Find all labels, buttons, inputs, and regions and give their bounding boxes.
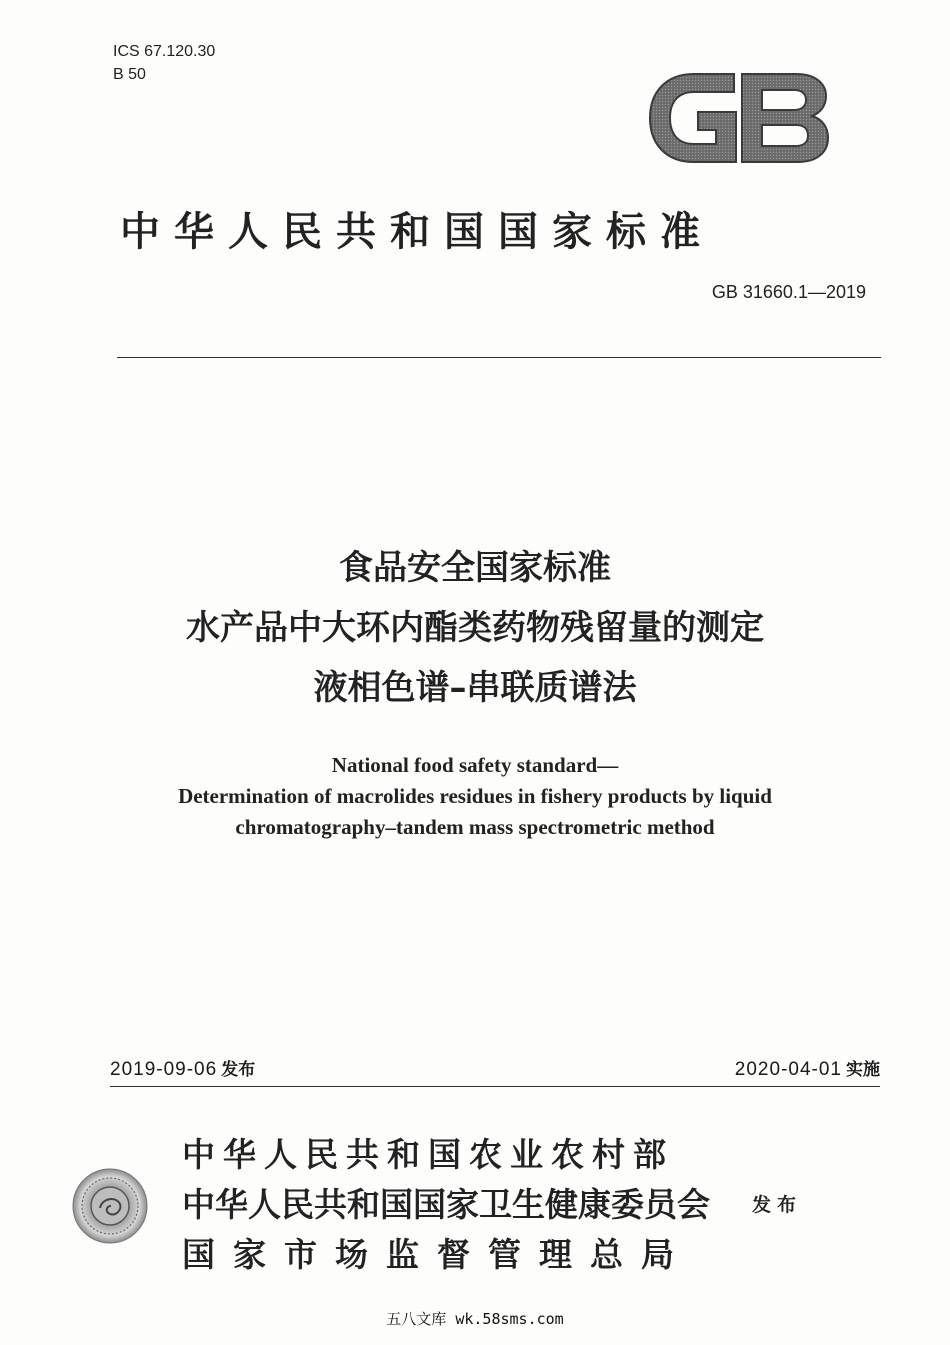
national-standard-heading: 中华人民共和国国家标准 (120, 208, 714, 255)
english-title-line-3: chromatography–tandem mass spectrometric method (235, 815, 715, 839)
classification-codes (113, 40, 215, 86)
implement-label: 实施 (846, 1060, 880, 1080)
issuer-market-regulation: 国家市场监督管理总局 (182, 1235, 692, 1274)
implement-date: 2020-04-01 (734, 1059, 842, 1080)
publish-label: 发布 (752, 1194, 803, 1216)
chinese-title-line-3: 液相色谱–串联质谱法 (313, 668, 637, 708)
date-row (110, 1055, 880, 1085)
chinese-title-line-2: 水产品中大环内酯类药物残留量的测定 (186, 608, 764, 648)
top-divider (117, 357, 881, 358)
site-watermark: 五八文库 wk.58sms.com (386, 1310, 564, 1328)
issue-label: 发布 (221, 1060, 256, 1080)
implement-date-group (735, 1055, 880, 1081)
issuer-health-commission: 中华人民共和国国家卫生健康委员会 (182, 1185, 710, 1224)
hologram-seal-icon (72, 1168, 148, 1244)
ics-code: ICS 67.120.30 (113, 43, 216, 60)
bottom-divider (110, 1086, 880, 1087)
english-title-line-1: National food safety standard— (331, 753, 619, 777)
ccs-code: B 50 (113, 66, 146, 83)
standard-code: GB 31660.1—2019 (711, 282, 866, 302)
issue-date: 2019-09-06 (110, 1059, 218, 1080)
chinese-title-block (0, 538, 950, 718)
issue-date-group (110, 1055, 255, 1081)
chinese-title-line-1: 食品安全国家标准 (339, 548, 611, 588)
svg-text:GB: GB (738, 126, 740, 127)
issuer-ministry-agriculture: 中华人民共和国农业农村部 (182, 1135, 674, 1174)
english-title-block (0, 750, 950, 843)
issuing-authorities (182, 1130, 710, 1280)
gb-logo (646, 70, 832, 166)
english-title-line-2: Determination of macrolides residues in fishery products by liquid (178, 784, 772, 808)
